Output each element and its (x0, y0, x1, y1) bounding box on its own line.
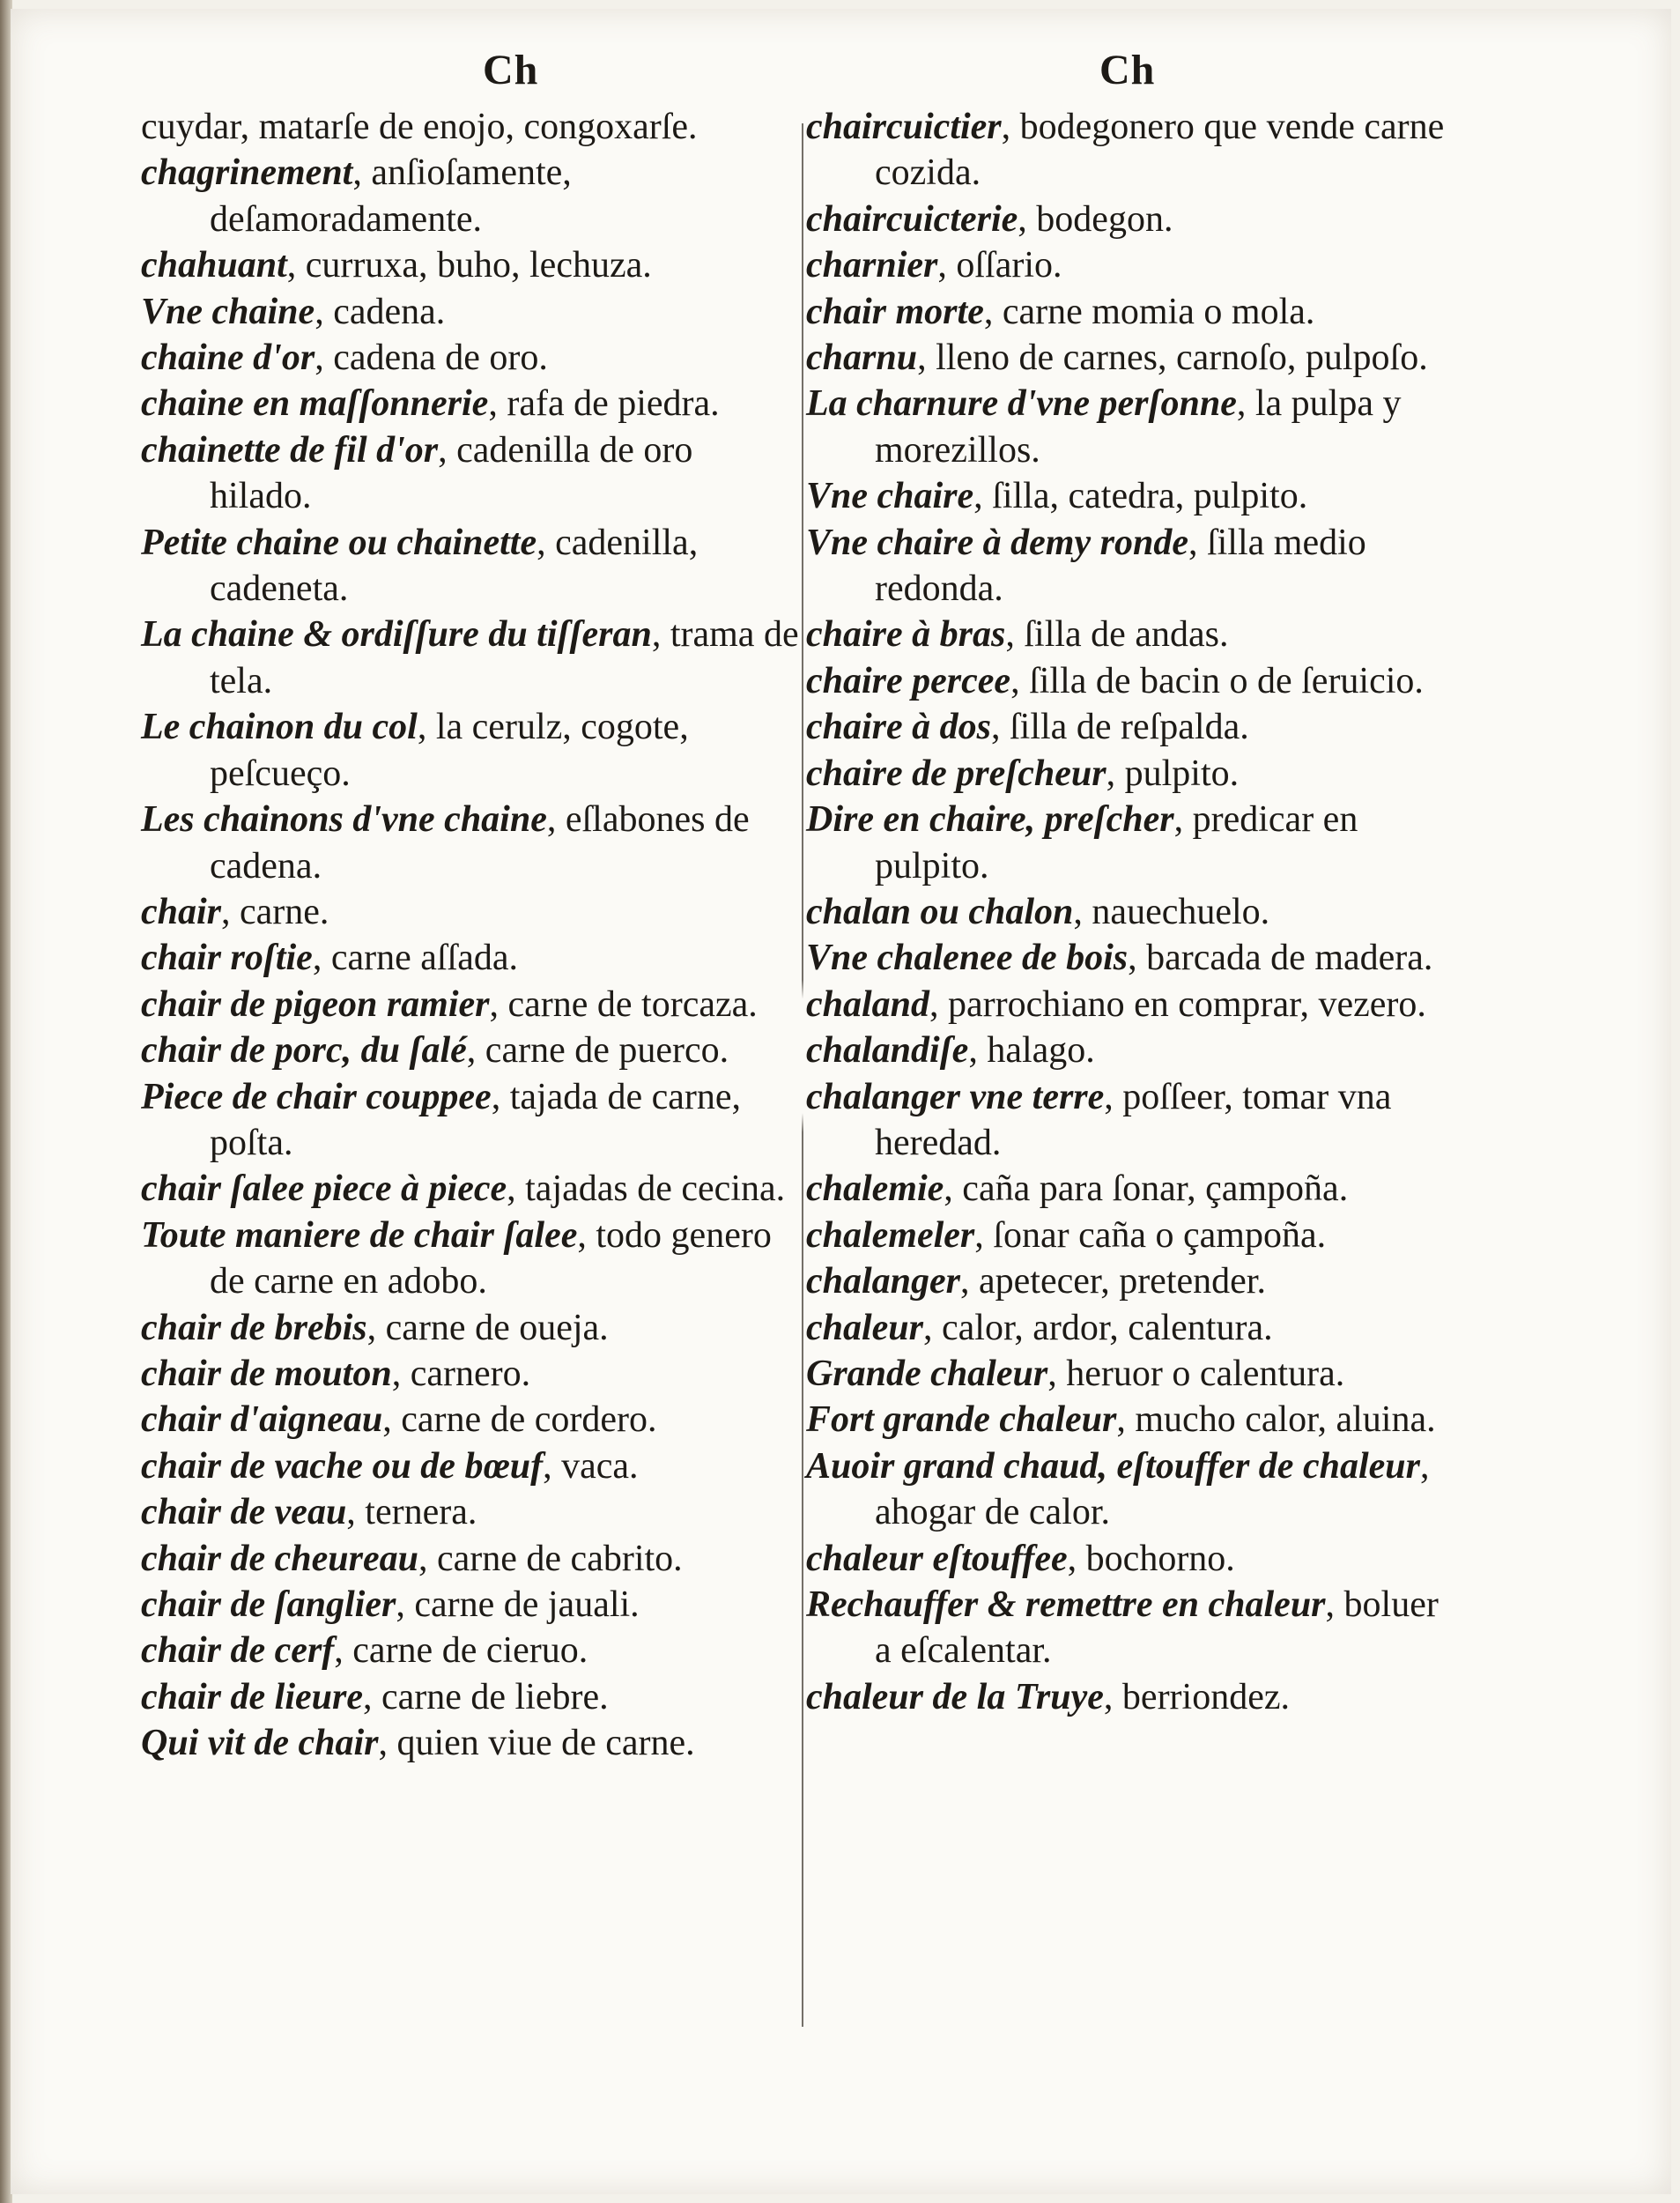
entry-definition: , pulpito. (1106, 753, 1240, 794)
entry-definition: , calor, ardor, calentura. (923, 1307, 1273, 1348)
entry-headword: chaleur de la Truye (806, 1676, 1104, 1717)
entry-headword: chair de cheureau (141, 1538, 418, 1579)
entry-headword: Vne chaire à demy ronde (806, 522, 1188, 563)
dictionary-entry (806, 1397, 1458, 1443)
entry-headword: charnu (806, 337, 918, 379)
dictionary-entry (141, 612, 802, 704)
entry-definition: , carne de cordero. (382, 1399, 657, 1441)
entry-headword: chair morte (806, 291, 984, 332)
entry-definition: , carne de liebre. (362, 1676, 609, 1717)
entry-headword: chagrinement (141, 152, 353, 194)
entry-definition: , carne de cieruo. (334, 1630, 588, 1672)
entry-definition: , caña para ſonar, çampoña. (944, 1168, 1349, 1210)
entry-headword: chair de porc, du ſalé (141, 1030, 467, 1072)
entry-definition: , rafa de piedra. (488, 383, 720, 425)
entry-definition: , eſlabones de cadena. (210, 799, 750, 886)
entry-headword: Rechauffer & remettre en chaleur (806, 1584, 1326, 1625)
entry-headword: La charnure d'vne perſonne (806, 383, 1237, 425)
entry-definition: , cadena. (315, 291, 446, 332)
entry-definition: , cadenilla de oro hilado. (210, 429, 693, 517)
left-column (141, 104, 802, 1767)
entry-definition: , ternera. (346, 1492, 477, 1533)
entry-definition: , carne de torcaza. (489, 983, 758, 1025)
dictionary-entry (141, 381, 802, 427)
column-rule (802, 123, 803, 2027)
dictionary-entry (806, 612, 1458, 657)
entry-definition: cuydar, matarſe de enojo, congoxarſe. (141, 107, 698, 147)
dictionary-entry (141, 935, 802, 981)
entry-headword: chair de veau (141, 1492, 347, 1533)
entry-headword: Vne chaine (141, 291, 315, 332)
entry-definition: , carne. (221, 891, 329, 932)
dictionary-entry (141, 150, 802, 242)
entry-headword: chalanger (806, 1261, 961, 1302)
entry-headword: Dire en chaire, preſcher (806, 799, 1174, 841)
entry-headword: chair de brebis (141, 1307, 367, 1348)
entry-definition: , carne de cabrito. (418, 1538, 683, 1579)
entry-headword: La chaine & ordiſſure du tiſſeran (141, 614, 652, 656)
entry-definition: , bochorno. (1067, 1538, 1235, 1579)
entry-definition: , quien viue de carne. (378, 1723, 695, 1764)
dictionary-entry (141, 1397, 802, 1443)
dictionary-entry (806, 704, 1458, 750)
dictionary-entry (141, 1213, 802, 1305)
entry-definition: , bodegon. (1018, 198, 1173, 240)
dictionary-entry (806, 797, 1458, 889)
dictionary-entry (806, 335, 1458, 381)
entry-definition: , trama de tela. (210, 614, 799, 701)
entry-headword: chaire à bras (806, 614, 1006, 656)
entry-headword: Auoir grand chaud, eſtouffer de chaleur (806, 1445, 1420, 1487)
dictionary-entry (141, 1489, 802, 1535)
entry-headword: chaircuicterie (806, 198, 1018, 240)
entry-headword: chalemeler (806, 1214, 975, 1256)
entry-definition: , vaca. (543, 1445, 639, 1487)
dictionary-entry (141, 1027, 802, 1073)
dictionary-entry (806, 520, 1458, 612)
entry-headword: chair de cerf (141, 1630, 335, 1672)
entry-definition: , curruxa, buho, lechuza. (286, 245, 652, 286)
entry-headword: Le chainon du col (141, 707, 418, 748)
entry-definition: , ſilla medio redonda. (875, 522, 1366, 610)
entry-definition: , ſilla, catedra, pulpito. (973, 476, 1308, 517)
entry-headword: Les chainons d'vne chaine (141, 799, 547, 841)
dictionary-entry (806, 1258, 1458, 1304)
entry-definition: , mucho calor, aluina. (1116, 1399, 1436, 1441)
dictionary-entry (806, 242, 1458, 288)
dictionary-entry (141, 1628, 802, 1673)
entry-headword: chainette de fil d'or (141, 429, 439, 471)
dictionary-entry (806, 1536, 1458, 1582)
entry-headword: Toute maniere de chair ſalee (141, 1214, 578, 1256)
entry-headword: Grande chaleur (806, 1353, 1048, 1394)
dictionary-entry (806, 289, 1458, 335)
dictionary-entry (141, 289, 802, 335)
dictionary-entry (806, 1351, 1458, 1397)
dictionary-entry (141, 427, 802, 520)
entry-definition: , la cerulz, cogote, peſcueço. (210, 707, 689, 794)
entry-headword: chair d'aigneau (141, 1399, 383, 1441)
entry-definition: , berriondez. (1103, 1676, 1290, 1717)
entry-headword: chaircuictier (806, 107, 1002, 147)
entry-definition: , ahogar de calor. (875, 1445, 1430, 1533)
entry-headword: chair roſtie (141, 938, 313, 979)
entry-headword: Piece de chair couppee (141, 1076, 492, 1117)
dictionary-entry (141, 704, 802, 797)
entry-definition: , barcada de madera. (1128, 938, 1433, 979)
entry-headword: chair de vache ou de bœuf (141, 1445, 544, 1487)
dictionary-entry (806, 982, 1458, 1027)
dictionary-entry (806, 104, 1458, 197)
entry-headword: chair (141, 891, 222, 932)
entry-definition: , anſioſamente, deſamoradamente. (210, 152, 572, 240)
entry-headword: chaland (806, 983, 930, 1025)
entry-headword: Vne chalenee de bois (806, 938, 1129, 979)
entry-definition: , carne de oueja. (366, 1307, 609, 1348)
entry-headword: chahuant (141, 245, 287, 286)
entry-headword: chair de pigeon ramier (141, 983, 490, 1025)
entry-definition: , apetecer, pretender. (960, 1261, 1266, 1302)
entry-definition: , carne de jauali. (396, 1584, 640, 1625)
entry-definition: , oſſario. (937, 245, 1062, 286)
dictionary-entry (141, 335, 802, 381)
entry-definition: , todo genero de carne en adobo. (210, 1214, 772, 1302)
dictionary-entry (141, 104, 802, 150)
entry-definition: , boluer a eſcalentar. (875, 1584, 1439, 1672)
entry-headword: charnier (806, 245, 938, 286)
dictionary-entry (141, 1351, 802, 1397)
entry-definition: , ſilla de andas. (1005, 614, 1229, 656)
dictionary-entry (141, 982, 802, 1027)
entry-definition: , poſſeer, tomar vna heredad. (875, 1076, 1392, 1163)
entry-definition: , cadenilla, cadeneta. (210, 522, 699, 610)
entry-definition: , nauechuelo. (1073, 891, 1270, 932)
dictionary-entry (806, 658, 1458, 704)
entry-headword: chalan ou chalon (806, 891, 1074, 932)
dictionary-entry (141, 889, 802, 935)
dictionary-entry (141, 520, 802, 612)
entry-definition: , carnero. (391, 1353, 531, 1394)
entry-definition: , heruor o calentura. (1047, 1353, 1345, 1394)
dictionary-entry (806, 1213, 1458, 1258)
dictionary-entry (806, 381, 1458, 473)
entry-definition: , carne aſſada. (312, 938, 519, 979)
dictionary-entry (806, 473, 1458, 519)
dictionary-entry (141, 1674, 802, 1720)
entry-definition: , tajadas de cecina. (507, 1168, 786, 1210)
entry-headword: chaire à dos (806, 707, 991, 748)
dictionary-entry (141, 1166, 802, 1212)
entry-definition: , tajada de carne, poſta. (210, 1076, 742, 1163)
entry-headword: chair de mouton (141, 1353, 392, 1394)
entry-definition: , parrochiano en comprar, vezero. (929, 983, 1426, 1025)
dictionary-entry (141, 1074, 802, 1167)
entry-definition: , carne momia o mola. (983, 291, 1315, 332)
entry-headword: Fort grande chaleur (806, 1399, 1117, 1441)
dictionary-entry (141, 1582, 802, 1628)
entry-definition: , ſonar caña o çampoña. (974, 1214, 1327, 1256)
entry-headword: chaine en maſſonnerie (141, 383, 489, 425)
dictionary-entry (806, 1674, 1458, 1720)
running-head-left: Ch (483, 47, 539, 93)
entry-headword: chaire percee (806, 660, 1011, 701)
entry-headword: chair de ſanglier (141, 1584, 396, 1625)
entry-headword: Petite chaine ou chainette (141, 522, 537, 563)
entry-definition: , cadena de oro. (315, 337, 548, 379)
dictionary-entry (806, 889, 1458, 935)
entry-headword: Qui vit de chair (141, 1723, 379, 1764)
dictionary-entry (806, 935, 1458, 981)
dictionary-entry (806, 1305, 1458, 1351)
dictionary-entry (806, 1074, 1458, 1167)
dictionary-entry (806, 751, 1458, 797)
entry-definition: , ſilla de reſpalda. (991, 707, 1249, 748)
entry-headword: chair ſalee piece à piece (141, 1168, 507, 1210)
dictionary-entry (806, 1582, 1458, 1674)
entry-definition: , carne de puerco. (466, 1030, 729, 1072)
entry-headword: chair de lieure (141, 1676, 363, 1717)
entry-headword: chalemie (806, 1168, 944, 1210)
entry-headword: Vne chaire (806, 476, 974, 517)
dictionary-entry (141, 1305, 802, 1351)
entry-definition: , lleno de carnes, carnoſo, pulpoſo. (917, 337, 1428, 379)
dictionary-entry (806, 197, 1458, 242)
entry-headword: chalanger vne terre (806, 1076, 1105, 1117)
entry-definition: , ſilla de bacin o de ſeruicio. (1010, 660, 1424, 701)
dictionary-entry (806, 1443, 1458, 1536)
running-head-right: Ch (1099, 47, 1156, 93)
dictionary-entry (141, 1720, 802, 1766)
dictionary-entry (141, 242, 802, 288)
entry-headword: chaleur (806, 1307, 924, 1348)
entry-definition: , halago. (968, 1030, 1095, 1072)
entry-definition: , la pulpa y morezillos. (875, 383, 1402, 471)
dictionary-entry (806, 1027, 1458, 1073)
entry-headword: chaire de preſcheur (806, 753, 1106, 794)
entry-definition: , predicar en pulpito. (875, 799, 1358, 886)
dictionary-entry (141, 1443, 802, 1489)
entry-headword: chalandiſe (806, 1030, 969, 1072)
entry-headword: chaine d'or (141, 337, 315, 379)
entry-headword: chaleur eſtouffee (806, 1538, 1068, 1579)
entry-definition: , bodegonero que vende carne cozida. (875, 107, 1445, 194)
dictionary-entry (141, 797, 802, 889)
dictionary-entry (806, 1166, 1458, 1212)
dictionary-entry (141, 1536, 802, 1582)
right-column (806, 104, 1458, 1720)
